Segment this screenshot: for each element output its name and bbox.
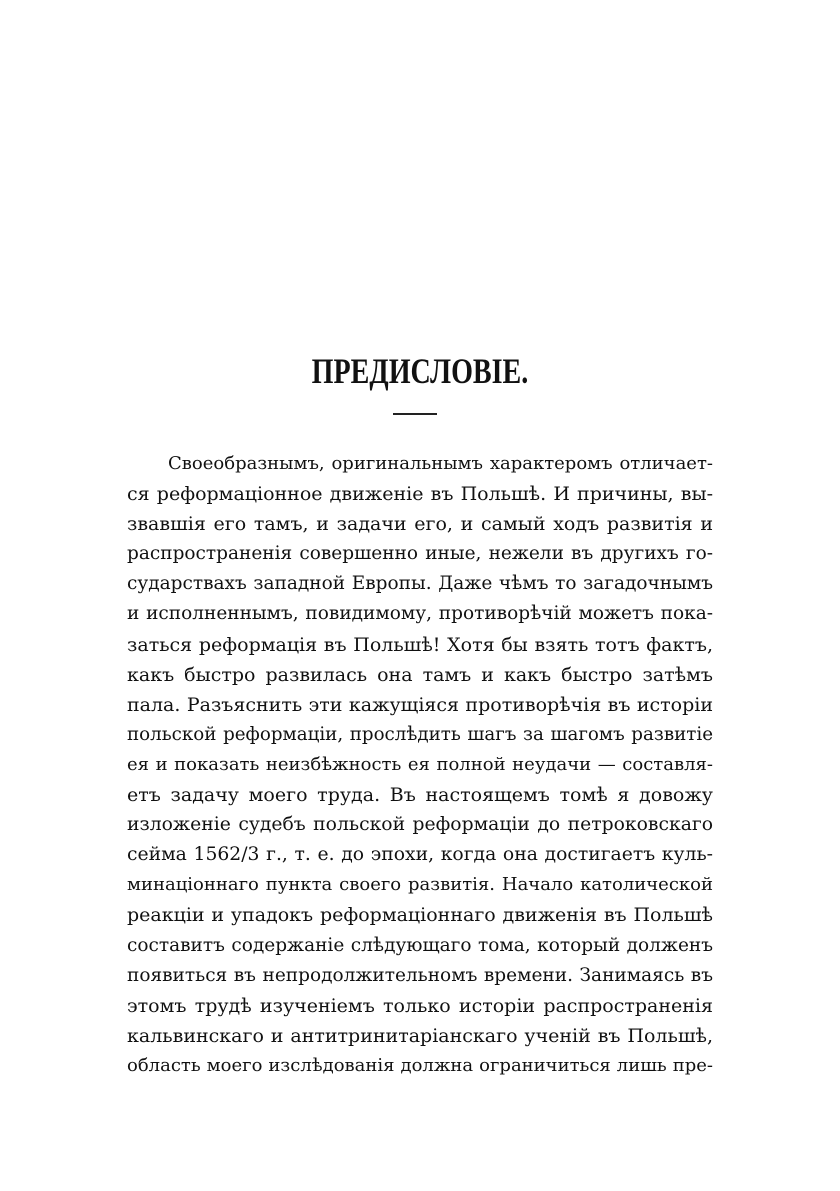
text-line: этомъ трудѣ изученіемъ только исторіи распространенія bbox=[127, 994, 713, 1017]
text-line: ея и показать неизбѣжность ея полной неудачи — составля- bbox=[127, 753, 713, 775]
text-line: сейма 1562/3 г., т. е. до эпохи, когда она достигаетъ куль- bbox=[127, 844, 713, 866]
text-line: етъ задачу моего труда. Въ настоящемъ томѣ я довожу bbox=[127, 784, 713, 807]
text-line: ся реформаціонное движеніе въ Польшѣ. И причины, вы- bbox=[127, 483, 713, 506]
text-line: составитъ содержаніе слѣдующаго тома, который долженъ bbox=[127, 934, 713, 956]
text-line: пала. Разъяснить эти кажущіяся противорѣчія въ исторіи bbox=[127, 693, 713, 716]
text-line: польской реформаціи, прослѣдить шагъ за шагомъ развитіе bbox=[127, 723, 713, 745]
text-line: какъ быстро развилась она тамъ и какъ быстро затѣмъ bbox=[127, 663, 713, 686]
text-line: звавшія его тамъ, и задачи его, и самый ходъ развитія и bbox=[127, 513, 713, 536]
preface-paragraph bbox=[127, 449, 713, 1081]
title-divider bbox=[393, 413, 437, 415]
text-line: сударствахъ западной Европы. Даже чѣмъ то загадочнымъ bbox=[127, 573, 713, 595]
text-line: минаціоннаго пункта своего развитія. Начало католической bbox=[127, 874, 713, 896]
page-title: ПРЕДИСЛОВІЕ. bbox=[311, 351, 529, 391]
text-line: кальвинскаго и антитринитаріанскаго ученій въ Польшѣ, bbox=[127, 1024, 713, 1047]
text-line: появиться въ непродолжительномъ времени. Занимаясь въ bbox=[127, 964, 713, 986]
text-line: заться реформація въ Польшѣ! Хотя бы взять тотъ фактъ, bbox=[127, 633, 713, 656]
text-line: изложеніе судебъ польской реформаціи до петроковскаго bbox=[127, 814, 713, 836]
text-line: распространенія совершенно иные, нежели въ другихъ го- bbox=[127, 543, 713, 565]
text-line: и исполненнымъ, повидимому, противорѣчій можетъ пока- bbox=[127, 603, 713, 625]
text-line: реакціи и упадокъ реформаціоннаго движенія въ Польшѣ bbox=[127, 904, 713, 927]
text-line: область моего изслѣдованія должна ограничиться лишь пре- bbox=[127, 1054, 713, 1076]
text-line: Своеобразнымъ, оригинальнымъ характеромъ отличает- bbox=[168, 453, 713, 474]
